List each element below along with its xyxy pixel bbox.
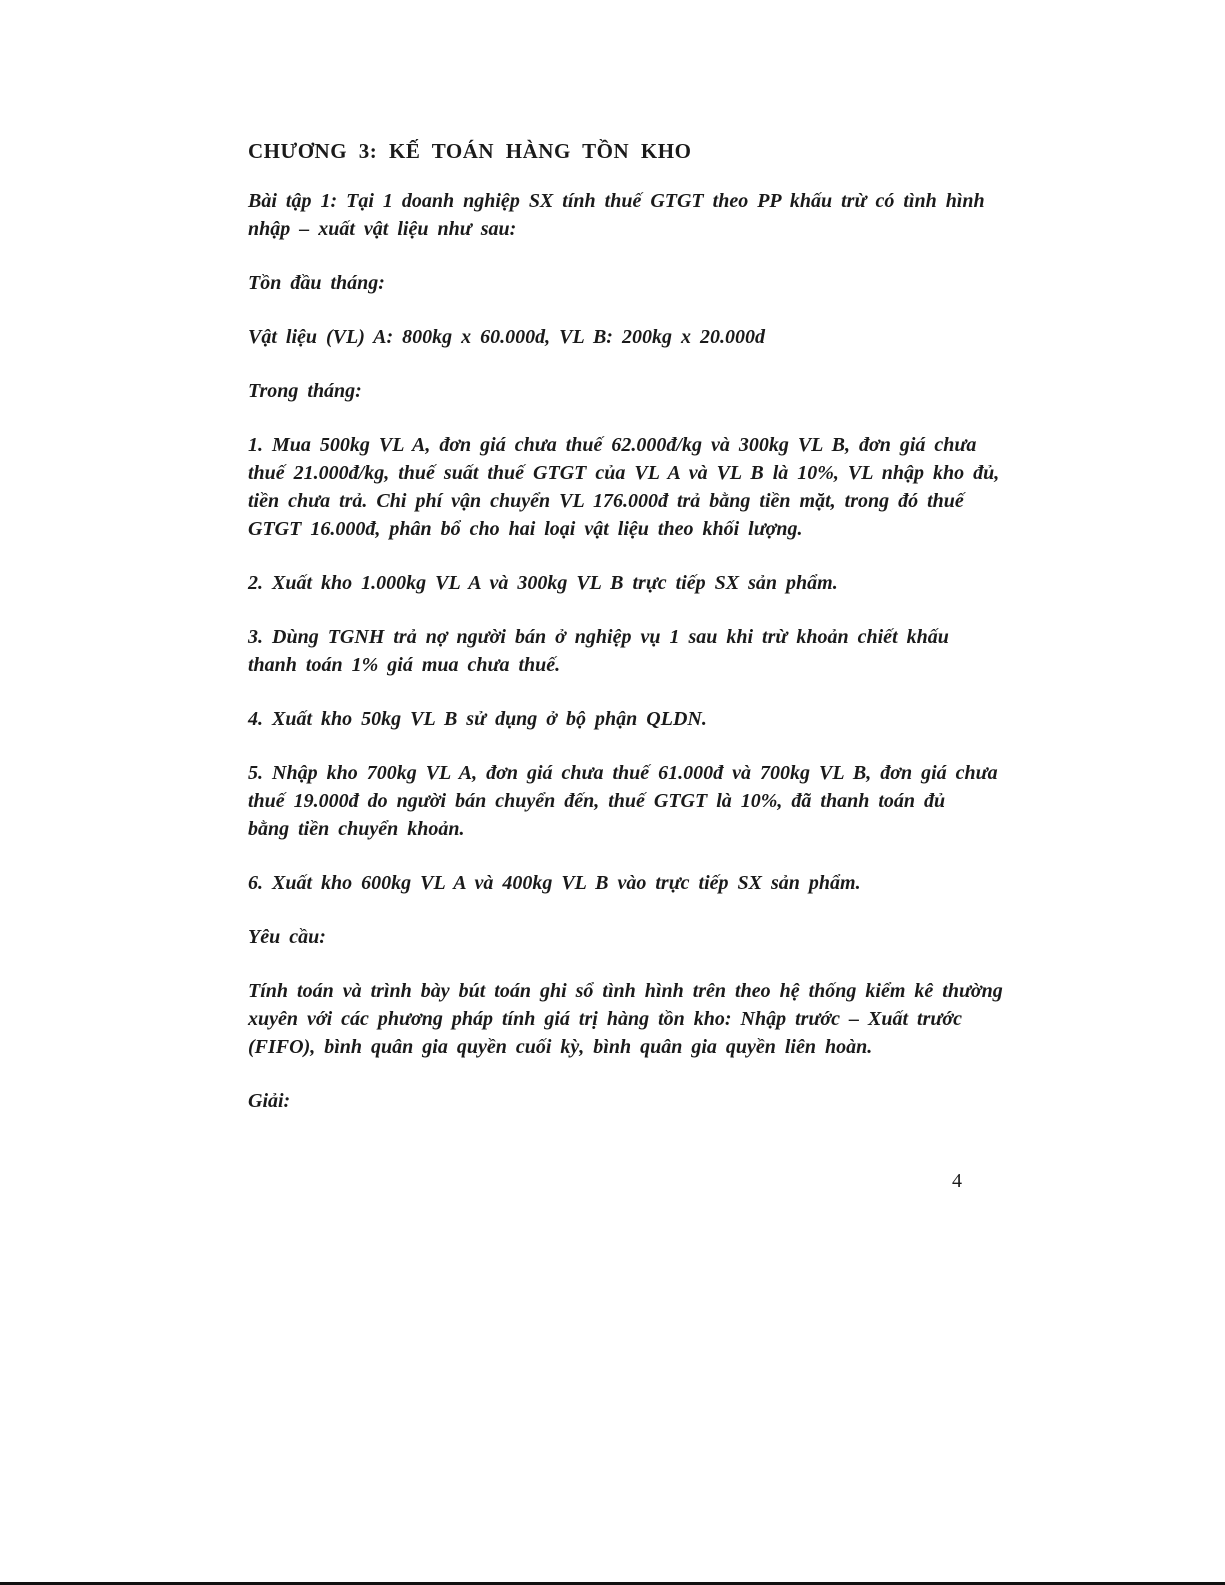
- transaction-item-5: [248, 759, 1058, 843]
- transaction-line: 6. Xuất kho 600kg VL A và 400kg VL B vào trực tiếp SX sản phẩm.: [248, 872, 861, 894]
- transaction-item-4: [248, 705, 1058, 733]
- transaction-item-1: [248, 431, 1058, 543]
- during-month-label-text: Trong tháng:: [248, 380, 362, 402]
- transaction-line: 3. Dùng TGNH trả nợ người bán ở nghiệp vụ 1 sau khi trừ khoản chiết khấu: [248, 626, 949, 648]
- page-number: 4: [952, 1170, 962, 1192]
- exercise-intro-line: Bài tập 1: Tại 1 doanh nghiệp SX tính thuế GTGT theo PP khấu trừ có tình hình: [248, 190, 985, 212]
- during-month-label: [248, 377, 1058, 405]
- requirement-label-text: Yêu cầu:: [248, 926, 326, 948]
- solution-label-text: Giải:: [248, 1090, 291, 1112]
- transaction-line: GTGT 16.000đ, phân bổ cho hai loại vật liệu theo khối lượng.: [248, 518, 803, 540]
- transaction-item-3: [248, 623, 1058, 679]
- opening-balance-values: [248, 323, 1058, 351]
- transaction-line: 4. Xuất kho 50kg VL B sử dụng ở bộ phận QLDN.: [248, 708, 707, 730]
- requirement-text: [248, 977, 1058, 1061]
- opening-balance-line: Vật liệu (VL) A: 800kg x 60.000d, VL B: 200kg x 20.000d: [248, 326, 765, 348]
- transaction-line: thuế 21.000đ/kg, thuế suất thuế GTGT của VL A và VL B là 10%, VL nhập kho đủ,: [248, 462, 1000, 484]
- requirement-line: (FIFO), bình quân gia quyền cuối kỳ, bình quân gia quyền liên hoàn.: [248, 1036, 873, 1058]
- transaction-line: 1. Mua 500kg VL A, đơn giá chưa thuế 62.000đ/kg và 300kg VL B, đơn giá chưa: [248, 434, 977, 456]
- opening-balance-label-text: Tồn đầu tháng:: [248, 272, 385, 294]
- transaction-line: bằng tiền chuyển khoản.: [248, 818, 465, 840]
- page-content: [248, 137, 1058, 1141]
- transaction-line: thanh toán 1% giá mua chưa thuế.: [248, 654, 561, 676]
- transaction-item-2: [248, 569, 1058, 597]
- transaction-line: 5. Nhập kho 700kg VL A, đơn giá chưa thuế 61.000đ và 700kg VL B, đơn giá chưa: [248, 762, 998, 784]
- transaction-line: 2. Xuất kho 1.000kg VL A và 300kg VL B trực tiếp SX sản phẩm.: [248, 572, 838, 594]
- chapter-title: CHƯƠNG 3: KẾ TOÁN HÀNG TỒN KHO: [248, 139, 692, 163]
- transaction-item-6: [248, 869, 1058, 897]
- transaction-line: thuế 19.000đ do người bán chuyển đến, thuế GTGT là 10%, đã thanh toán đủ: [248, 790, 946, 812]
- exercise-intro-line: nhập – xuất vật liệu như sau:: [248, 218, 517, 240]
- requirement-line: xuyên với các phương pháp tính giá trị hàng tồn kho: Nhập trước – Xuất trước: [248, 1008, 962, 1030]
- requirement-line: Tính toán và trình bày bút toán ghi sổ tình hình trên theo hệ thống kiểm kê thường: [248, 980, 1003, 1002]
- opening-balance-label: [248, 269, 1058, 297]
- solution-label: [248, 1087, 1058, 1115]
- requirement-label: [248, 923, 1058, 951]
- exercise-intro: [248, 187, 1058, 243]
- transaction-line: tiền chưa trả. Chi phí vận chuyển VL 176.000đ trả bằng tiền mặt, trong đó thuế: [248, 490, 964, 512]
